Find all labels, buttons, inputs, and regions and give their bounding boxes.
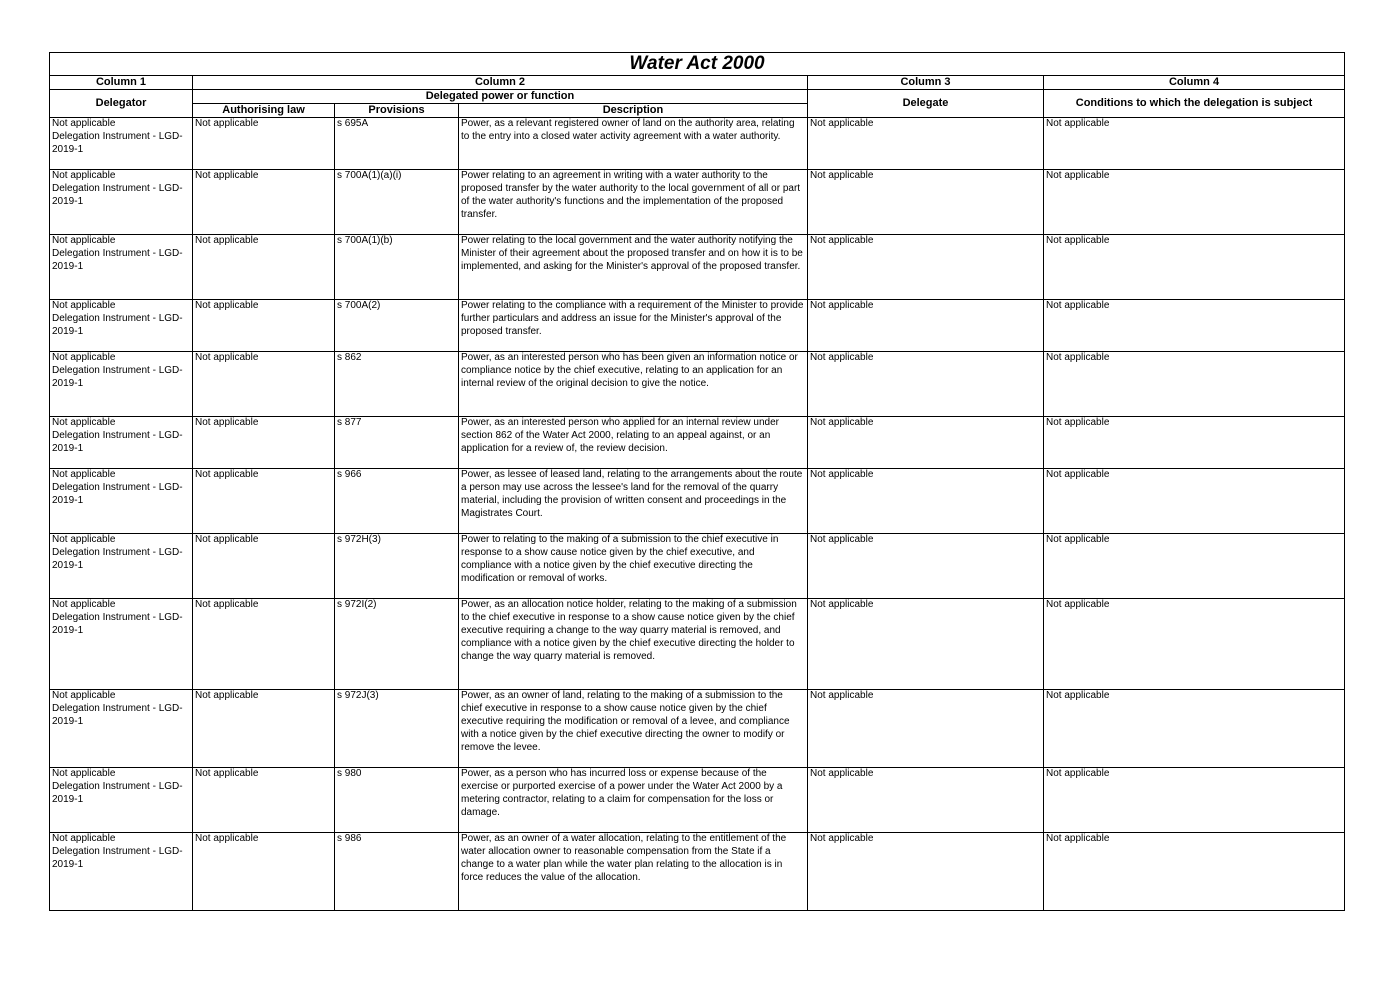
conditions-cell: Not applicable: [1044, 352, 1345, 417]
column-2-header: Column 2: [193, 76, 808, 90]
conditions-cell: Not applicable: [1044, 690, 1345, 768]
description-cell: Power relating to an agreement in writing with a water authority to the proposed transfer by the water authority to the local government of all or part of the water authority's functions and the implementation of the proposed transfer.: [459, 170, 808, 235]
delegator-cell: [50, 469, 193, 534]
delegate-header: Delegate: [808, 90, 1044, 118]
table-row: [50, 417, 1345, 469]
provision-cell: s 877: [335, 417, 459, 469]
delegator-text: Not applicable Delegation Instrument - LGD-2019-1: [52, 534, 183, 571]
authorising-law-cell: Not applicable: [193, 768, 335, 833]
conditions-cell: Not applicable: [1044, 118, 1345, 170]
column-4-header: Column 4: [1044, 76, 1345, 90]
conditions-cell: Not applicable: [1044, 768, 1345, 833]
table-row: [50, 833, 1345, 911]
table-row: [50, 170, 1345, 235]
description-cell: Power, as an interested person who has been given an information notice or compliance notice by the chief executive, relating to an application for an internal review of the original decision to give the notice.: [459, 352, 808, 417]
table-row: [50, 118, 1345, 170]
authorising-law-cell: Not applicable: [193, 690, 335, 768]
delegate-cell: Not applicable: [808, 690, 1044, 768]
authorising-law-cell: Not applicable: [193, 352, 335, 417]
description-cell: Power, as an interested person who applied for an internal review under section 862 of the Water Act 2000, relating to an appeal against, or an application for a review of, the review decision.: [459, 417, 808, 469]
delegator-cell: [50, 235, 193, 300]
delegate-cell: Not applicable: [808, 833, 1044, 911]
delegator-text: Not applicable Delegation Instrument - LGD-2019-1: [52, 170, 183, 207]
table-row: [50, 235, 1345, 300]
provisions-header: Provisions: [335, 104, 459, 118]
table-row: [50, 534, 1345, 599]
authorising-law-cell: Not applicable: [193, 534, 335, 599]
delegator-cell: [50, 417, 193, 469]
delegator-header: Delegator: [50, 90, 193, 118]
provision-cell: s 972J(3): [335, 690, 459, 768]
provision-cell: s 700A(1)(a)(i): [335, 170, 459, 235]
delegator-cell: [50, 768, 193, 833]
table-row: [50, 690, 1345, 768]
delegate-cell: Not applicable: [808, 300, 1044, 352]
authorising-law-cell: Not applicable: [193, 118, 335, 170]
delegate-cell: Not applicable: [808, 599, 1044, 690]
conditions-cell: Not applicable: [1044, 417, 1345, 469]
authorising-law-cell: Not applicable: [193, 833, 335, 911]
conditions-cell: Not applicable: [1044, 170, 1345, 235]
authorising-law-header: Authorising law: [193, 104, 335, 118]
provision-cell: s 862: [335, 352, 459, 417]
table-row: [50, 768, 1345, 833]
authorising-law-cell: Not applicable: [193, 417, 335, 469]
provision-cell: s 986: [335, 833, 459, 911]
description-cell: Power, as an owner of land, relating to the making of a submission to the chief executive in response to a show cause notice given by the chief executive requiring the modification or removal of a levee, and compliance with a notice given by the chief executive directing the owner to modify or remove the levee.: [459, 690, 808, 768]
delegator-text: Not applicable Delegation Instrument - LGD-2019-1: [52, 833, 183, 870]
delegator-text: Not applicable Delegation Instrument - LGD-2019-1: [52, 599, 183, 636]
description-cell: Power relating to the local government and the water authority notifying the Minister of their agreement about the proposed transfer and on how it is to be implemented, and asking for the Minister's approval of the proposed transfer.: [459, 235, 808, 300]
delegator-text: Not applicable Delegation Instrument - LGD-2019-1: [52, 300, 183, 337]
conditions-cell: Not applicable: [1044, 469, 1345, 534]
provision-cell: s 980: [335, 768, 459, 833]
description-cell: Power, as a person who has incurred loss or expense because of the exercise or purported exercise of a power under the Water Act 2000 by a metering contractor, relating to a claim for compensation for the loss or damage.: [459, 768, 808, 833]
delegator-cell: [50, 534, 193, 599]
provision-cell: s 700A(1)(b): [335, 235, 459, 300]
description-header: Description: [459, 104, 808, 118]
description-cell: Power, as lessee of leased land, relating to the arrangements about the route a person may use across the lessee's land for the removal of the quarry material, including the provision of written consent and proceedings in the Magistrates Court.: [459, 469, 808, 534]
provision-cell: s 700A(2): [335, 300, 459, 352]
conditions-cell: Not applicable: [1044, 534, 1345, 599]
table-row: [50, 300, 1345, 352]
authorising-law-cell: Not applicable: [193, 300, 335, 352]
delegator-text: Not applicable Delegation Instrument - LGD-2019-1: [52, 690, 183, 727]
delegate-cell: Not applicable: [808, 235, 1044, 300]
table-row: [50, 469, 1345, 534]
conditions-header: Conditions to which the delegation is subject: [1044, 90, 1345, 118]
conditions-cell: Not applicable: [1044, 300, 1345, 352]
description-cell: Power relating to the compliance with a requirement of the Minister to provide further particulars and address an issue for the Minister's approval of the proposed transfer.: [459, 300, 808, 352]
delegator-text: Not applicable Delegation Instrument - LGD-2019-1: [52, 352, 183, 389]
delegator-cell: [50, 833, 193, 911]
delegate-cell: Not applicable: [808, 534, 1044, 599]
column-1-header: Column 1: [50, 76, 193, 90]
column-3-header: Column 3: [808, 76, 1044, 90]
delegator-cell: [50, 118, 193, 170]
delegator-text: Not applicable Delegation Instrument - LGD-2019-1: [52, 118, 183, 155]
authorising-law-cell: Not applicable: [193, 469, 335, 534]
authorising-law-cell: Not applicable: [193, 170, 335, 235]
provision-cell: s 972I(2): [335, 599, 459, 690]
authorising-law-cell: Not applicable: [193, 235, 335, 300]
delegate-cell: Not applicable: [808, 170, 1044, 235]
authorising-law-cell: Not applicable: [193, 599, 335, 690]
delegator-text: Not applicable Delegation Instrument - LGD-2019-1: [52, 235, 183, 272]
delegator-text: Not applicable Delegation Instrument - LGD-2019-1: [52, 417, 183, 454]
provision-cell: s 695A: [335, 118, 459, 170]
page-title: Water Act 2000: [50, 53, 1345, 76]
table-row: [50, 599, 1345, 690]
description-cell: Power to relating to the making of a submission to the chief executive in response to a show cause notice given by the chief executive, and compliance with a notice given by the chief executive directing the modification or removal of works.: [459, 534, 808, 599]
delegate-cell: Not applicable: [808, 469, 1044, 534]
delegated-power-header: Delegated power or function: [193, 90, 808, 104]
delegation-sheet: [49, 52, 1344, 911]
conditions-cell: Not applicable: [1044, 833, 1345, 911]
delegation-table: [49, 52, 1345, 911]
delegate-cell: Not applicable: [808, 352, 1044, 417]
delegate-cell: Not applicable: [808, 768, 1044, 833]
delegator-text: Not applicable Delegation Instrument - LGD-2019-1: [52, 768, 183, 805]
conditions-cell: Not applicable: [1044, 235, 1345, 300]
delegator-cell: [50, 352, 193, 417]
delegator-cell: [50, 690, 193, 768]
delegator-text: Not applicable Delegation Instrument - LGD-2019-1: [52, 469, 183, 506]
delegate-cell: Not applicable: [808, 417, 1044, 469]
delegator-cell: [50, 599, 193, 690]
description-cell: Power, as an owner of a water allocation, relating to the entitlement of the water allocation owner to reasonable compensation from the State if a change to a water plan while the water plan relating to the allocation is in force reduces the value of the allocation.: [459, 833, 808, 911]
provision-cell: s 966: [335, 469, 459, 534]
table-row: [50, 352, 1345, 417]
description-cell: Power, as a relevant registered owner of land on the authority area, relating to the entry into a closed water activity agreement with a water authority.: [459, 118, 808, 170]
delegator-cell: [50, 300, 193, 352]
delegator-cell: [50, 170, 193, 235]
description-cell: Power, as an allocation notice holder, relating to the making of a submission to the chief executive in response to a show cause notice given by the chief executive requiring a change to the way quarry material is removed, and compliance with a notice given by the chief executive directing the holder to change the way quarry material is removed.: [459, 599, 808, 690]
provision-cell: s 972H(3): [335, 534, 459, 599]
conditions-cell: Not applicable: [1044, 599, 1345, 690]
delegate-cell: Not applicable: [808, 118, 1044, 170]
